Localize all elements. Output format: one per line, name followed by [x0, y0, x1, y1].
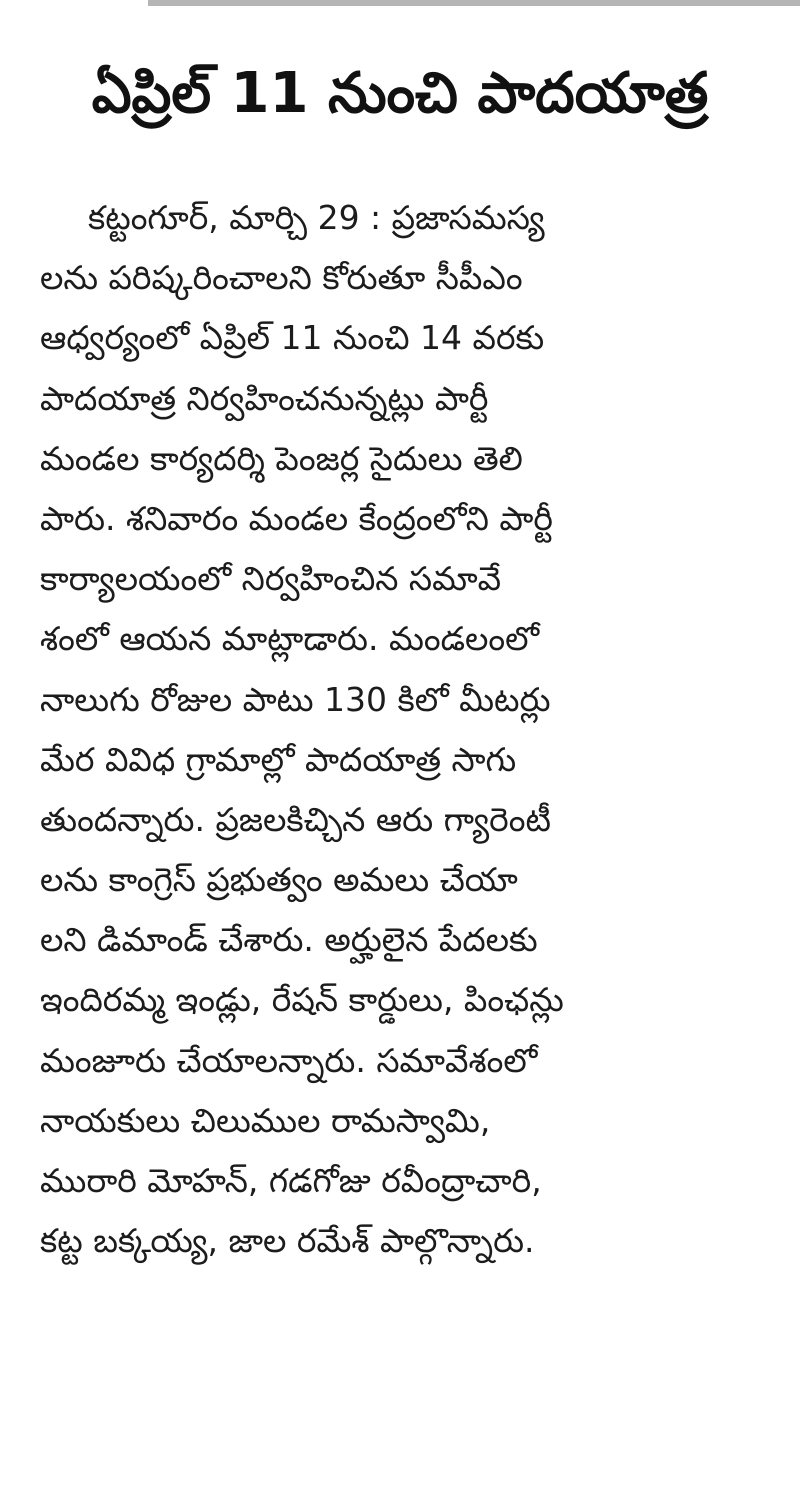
- article-line: నాలుగు రోజుల పాటు 130 కిలో మీటర్లు: [40, 679, 551, 719]
- article-line: లను కాంగ్రెస్ ప్రభుత్వం అమలు చేయా: [40, 860, 518, 900]
- headline: ఏప్రిల్ 11 నుంచి పాదయాత్ర: [91, 61, 709, 126]
- top-divider: [148, 0, 800, 6]
- article-line: లని డిమాండ్ చేశారు. అర్హులైన పేదలకు: [40, 920, 538, 960]
- article-line: కట్టంగూర్, మార్చి 29 : ప్రజాసమస్య: [88, 198, 545, 237]
- article-line: మండల కార్యదర్శి పెంజర్ల సైదులు తెలి: [40, 438, 523, 478]
- article-line: ఆధ్వర్యంలో ఏప్రిల్ 11 నుంచి 14 వరకు: [40, 318, 545, 358]
- article-line: లను పరిష్కరించాలని కోరుతూ సీపీఎం: [40, 258, 523, 298]
- article-line: నాయకులు చిలుముల రామస్వామి,: [40, 1100, 491, 1140]
- article-line: మురారి మోహన్, గడగోజు రవీంద్రాచారి,: [40, 1161, 542, 1200]
- article-line: పారు. శనివారం మండల కేంద్రంలోని పార్టీ: [40, 498, 553, 538]
- article-line: పాదయాత్ర నిర్వహించనున్నట్లు పార్టీ: [40, 378, 489, 418]
- article-line: మంజూరు చేయాలన్నారు. సమావేశంలో: [40, 1040, 538, 1080]
- article-line: కార్యాలయంలో నిర్వహించిన సమావే: [40, 559, 502, 599]
- article-line: శంలో ఆయన మాట్లాడారు. మండలంలో: [40, 619, 540, 659]
- article-line: కట్ట బక్కయ్య, జాల రమేశ్ పాల్గొన్నారు.: [40, 1221, 535, 1261]
- article-line: ఇందిరమ్మ ఇండ్లు, రేషన్ కార్డులు, పింఛన్లు: [40, 980, 564, 1020]
- article-line: తుందన్నారు. ప్రజలకిచ్చిన ఆరు గ్యారెంటీ: [40, 799, 551, 839]
- article-body: [40, 188, 795, 1271]
- article-line: మేర వివిధ గ్రామాల్లో పాదయాత్ర సాగు: [40, 739, 517, 779]
